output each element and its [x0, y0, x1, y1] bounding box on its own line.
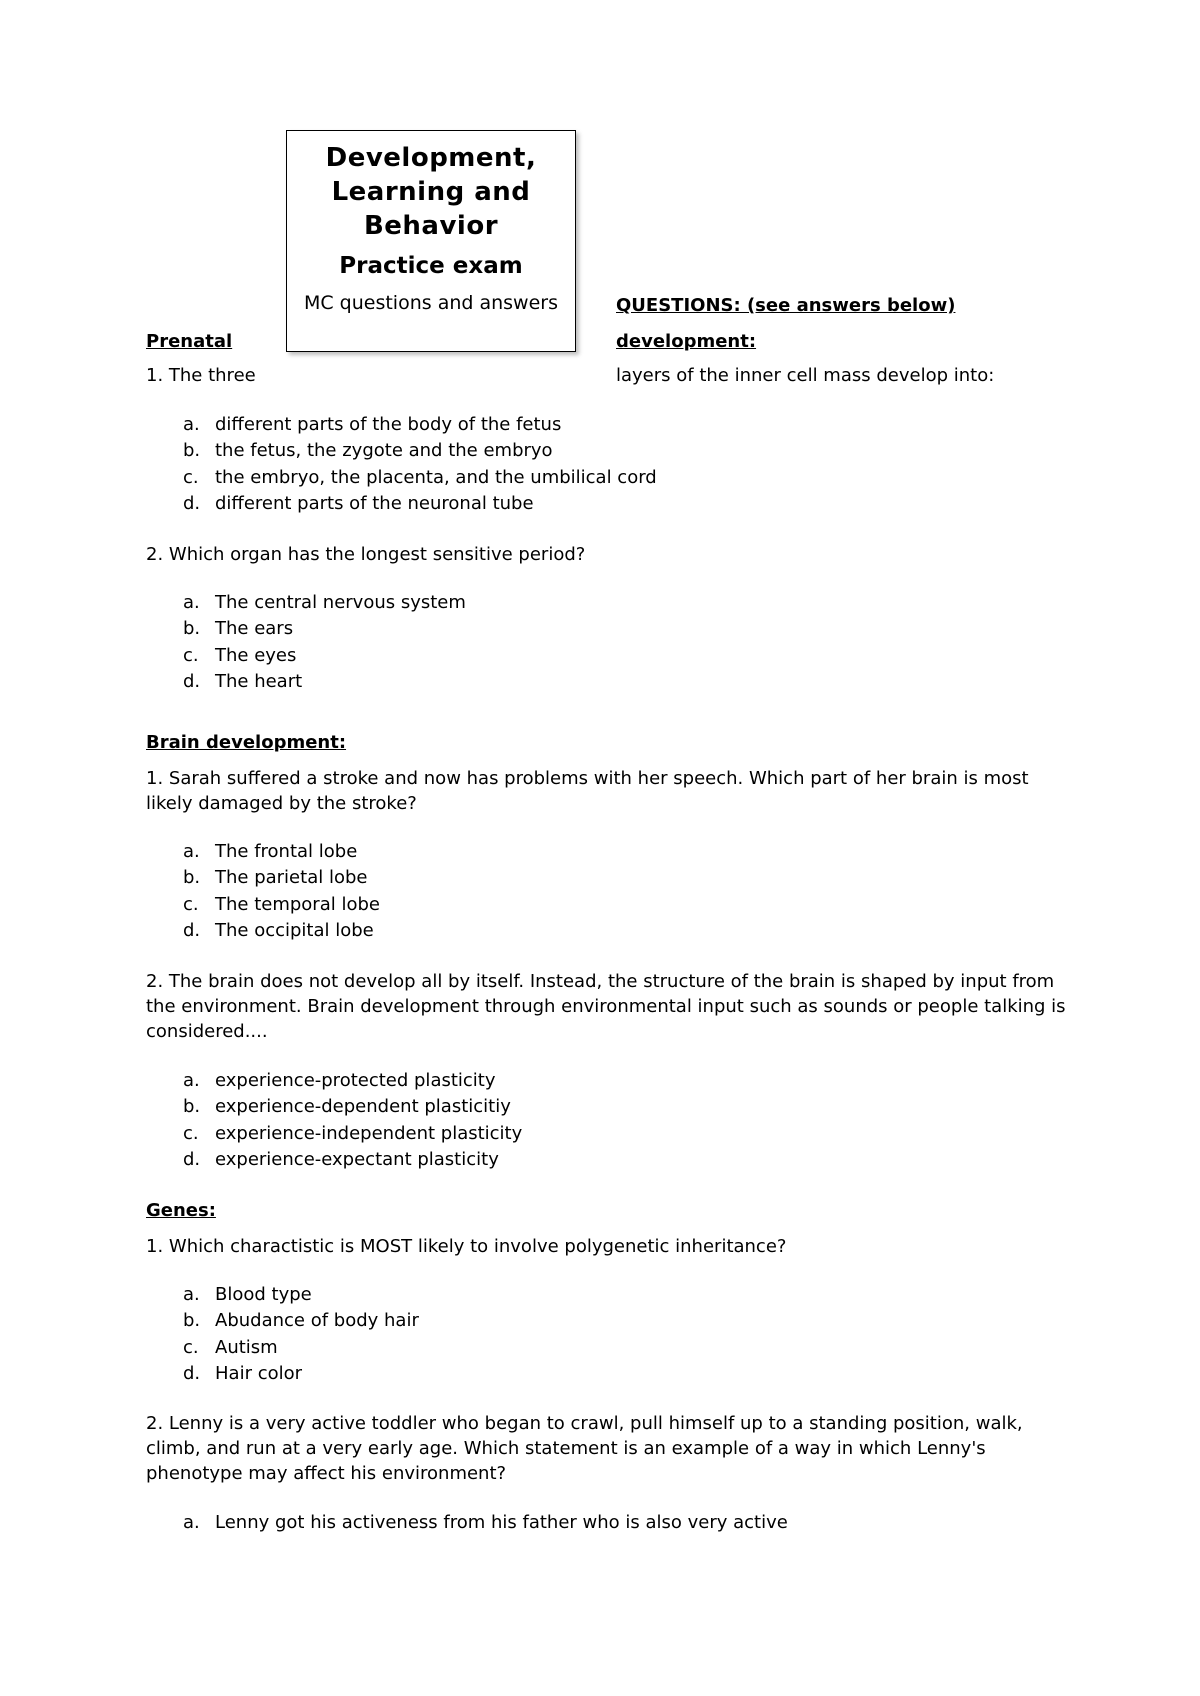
option-item: a. The frontal lobe: [183, 841, 358, 862]
option-item: b. The ears: [183, 618, 294, 640]
option-item: a. Lenny got his activeness from his father who is also very active: [183, 1512, 788, 1533]
option-item: b. Abudance of body hair: [183, 1310, 419, 1332]
question-text: 1. Which charactistic is MOST likely to involve polygenetic inheritance?: [146, 1236, 787, 1257]
option-list: [183, 590, 466, 695]
option-item: a. different parts of the body of the fetus: [183, 414, 562, 435]
option-list: [183, 1510, 788, 1536]
question-text: 2. Which organ has the longest sensitive period?: [146, 544, 586, 565]
option-item: c. Autism: [183, 1336, 278, 1358]
question-text: 2. The brain does not develop all by itself. Instead, the structure of the brain is shaped by input from the environment. Brain development through environmental input such as sounds or people talking is considered....: [146, 971, 1066, 1042]
section-heading-genes: Genes:: [146, 1200, 216, 1221]
option-item: b. experience-dependent plasticitiy: [183, 1096, 511, 1118]
question-text: 1. Sarah suffered a stroke and now has problems with her speech. Which part of her brain is most likely damaged by the stroke?: [146, 768, 1029, 814]
section-heading-brain: Brain development:: [146, 732, 347, 753]
section-heading-prenatal-right: development:: [616, 331, 757, 352]
option-item: a. The central nervous system: [183, 592, 466, 613]
option-item: c. the embryo, the placenta, and the umbilical cord: [183, 466, 657, 488]
question-text-continued: layers of the inner cell mass develop into:: [616, 365, 995, 386]
option-item: b. The parietal lobe: [183, 867, 368, 889]
option-list: [183, 412, 657, 517]
option-item: d. The heart: [183, 670, 303, 692]
option-list: [183, 1068, 522, 1173]
document-title: Development, Learning and Behavior: [325, 143, 537, 241]
option-item: d. Hair color: [183, 1362, 303, 1384]
option-list: [183, 839, 380, 944]
option-list: [183, 1282, 419, 1387]
option-item: d. experience-expectant plasticity: [183, 1148, 499, 1170]
option-item: a. Blood type: [183, 1284, 312, 1305]
option-item: a. experience-protected plasticity: [183, 1070, 496, 1091]
document-note: MC questions and answers: [303, 292, 559, 314]
option-item: b. the fetus, the zygote and the embryo: [183, 440, 553, 462]
option-item: d. different parts of the neuronal tube: [183, 492, 534, 514]
section-heading-prenatal-left: Prenatal: [146, 331, 233, 352]
questions-header: QUESTIONS: (see answers below): [616, 295, 956, 316]
option-item: c. The temporal lobe: [183, 893, 380, 915]
question-text: 2. Lenny is a very active toddler who began to crawl, pull himself up to a standing position, walk, climb, and run at a very early age. Which statement is an example of a way in which Lenny's phenotype may affect his environment?: [146, 1413, 1023, 1484]
option-item: d. The occipital lobe: [183, 919, 374, 941]
option-item: c. The eyes: [183, 644, 297, 666]
option-item: c. experience-independent plasticity: [183, 1122, 523, 1144]
document-subtitle: Practice exam: [339, 253, 523, 279]
title-box: [286, 130, 576, 352]
question-text: 1. The three: [146, 365, 256, 386]
